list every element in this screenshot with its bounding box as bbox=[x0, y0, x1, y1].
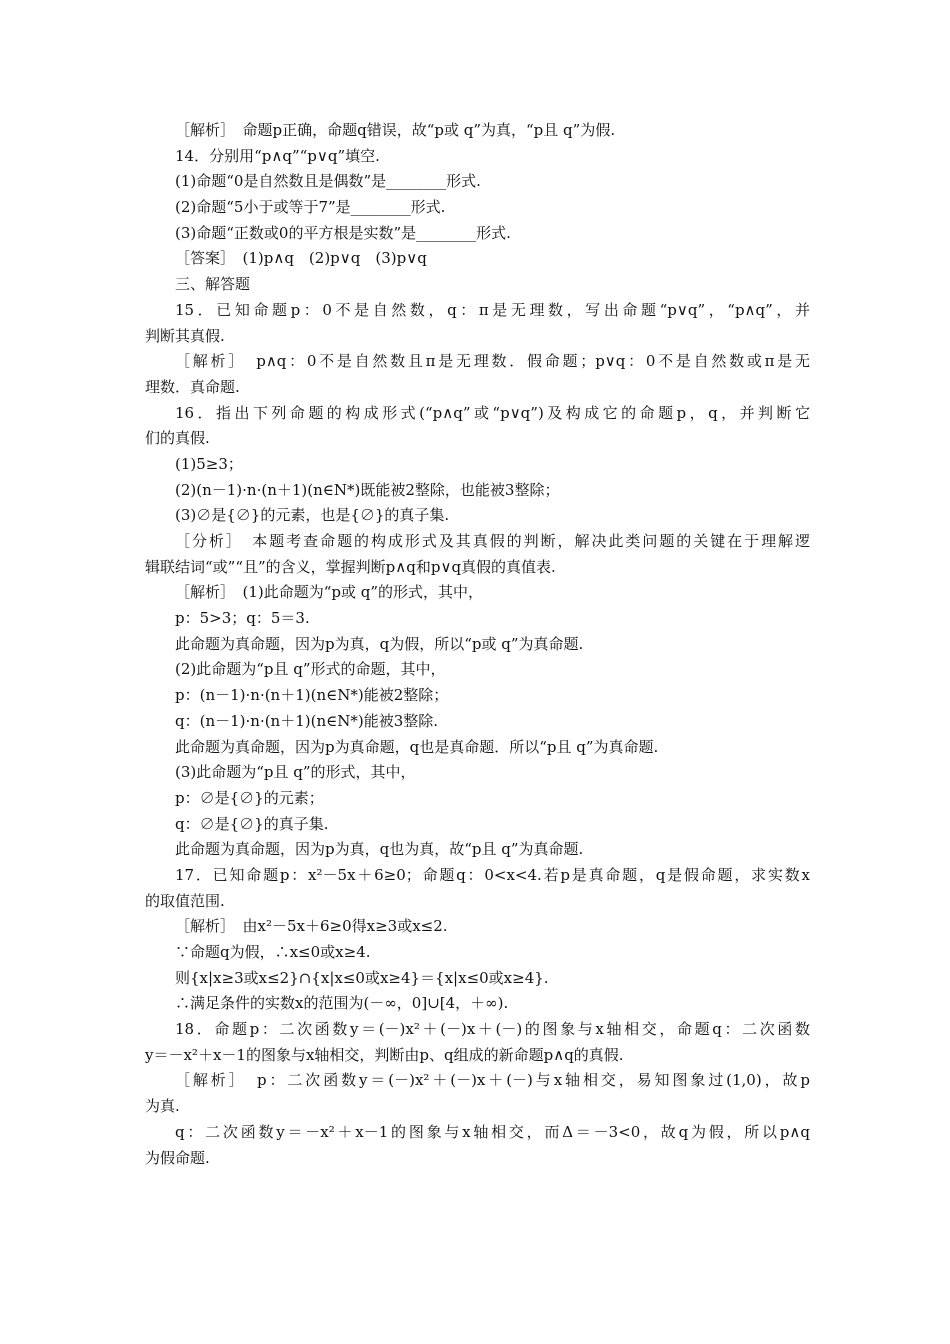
text-line: ［解析］ p∧q：0不是自然数且π是无理数．假命题；p∨q：0不是自然数或π是无 bbox=[175, 352, 810, 371]
text-line: p：(n－1)·n·(n＋1)(n∈N*)能被2整除； bbox=[175, 686, 449, 705]
text-line: 的取值范围. bbox=[145, 891, 225, 910]
question-15-heading: 15．已知命题p：0不是自然数，q：π是无理数，写出命题“p∨q”，“p∧q”，并 bbox=[175, 300, 810, 319]
text-line: 则{x|x≥3或x≤2}∩{x|x≤0或x≥4}＝{x|x≤0或x≥4}. bbox=[175, 968, 549, 987]
text-line: p：5>3；q：5＝3. bbox=[175, 609, 310, 628]
text-line: 辑联结词“或”“且”的含义，掌握判断p∧q和p∨q真假的真值表. bbox=[145, 557, 556, 576]
text-line: 们的真假. bbox=[145, 429, 210, 448]
text-line: 此命题为真命题，因为p为真，q为假，所以“p或 q”为真命题. bbox=[175, 634, 584, 653]
text-line: 理数．真命题. bbox=[145, 377, 240, 396]
question-18-heading: 18．命题p：二次函数y＝(－)x²＋(－)x＋(－)的图象与x轴相交，命题q：二次函数 bbox=[175, 1020, 810, 1039]
text-line: 为真. bbox=[145, 1097, 180, 1116]
question-17-heading: 17．已知命题p：x²－5x＋6≥0；命题q：0<x<4.若p是真命题，q是假命题，求实数x bbox=[175, 865, 810, 884]
text-line: y＝－x²＋x－1的图象与x轴相交，判断由p、q组成的新命题p∧q的真假. bbox=[145, 1045, 624, 1064]
question-14-heading: 14．分别用“p∧q”“p∨q”填空. bbox=[175, 146, 380, 165]
text-line: ∴满足条件的实数x的范围为(－∞，0]∪[4，＋∞). bbox=[175, 994, 509, 1013]
text-line: q：二次函数y＝－x²＋x－1的图象与x轴相交，而Δ＝－3<0，故q为假，所以p∧q bbox=[175, 1122, 810, 1141]
text-line: p：∅是{∅}的元素； bbox=[175, 788, 324, 807]
text-line: (2)此命题为“p且 q”形式的命题，其中， bbox=[175, 660, 446, 679]
text-line: (3)此命题为“p且 q”的形式，其中， bbox=[175, 763, 416, 782]
text-line: (2)命题“5小于或等于7”是________形式. bbox=[175, 198, 446, 217]
text-line: 此命题为真命题，因为p为真，q也为真，故“p且 q”为真命题. bbox=[175, 840, 584, 859]
text-line: 为假命题. bbox=[145, 1148, 210, 1167]
text-line: ［解析］ p：二次函数y＝(－)x²＋(－)x＋(－)与x轴相交，易知图象过(1,0)，故p bbox=[175, 1071, 810, 1090]
text-line: ［分析］ 本题考查命题的构成形式及其真假的判断，解决此类问题的关键在于理解逻 bbox=[175, 532, 810, 550]
text-line: q：∅是{∅}的真子集. bbox=[175, 814, 329, 833]
text-line: 判断其真假. bbox=[145, 326, 225, 345]
text-line: (3)∅是{∅}的元素，也是{∅}的真子集. bbox=[175, 506, 450, 525]
text-line: (1)5≥3； bbox=[175, 454, 243, 473]
text-line: (1)命题“0是自然数且是偶数”是________形式. bbox=[175, 172, 481, 191]
text-line: 此命题为真命题，因为p为真命题，q也是真命题．所以“p且 q”为真命题. bbox=[175, 737, 659, 756]
text-line: (2)(n－1)·n·(n＋1)(n∈N*)既能被2整除，也能被3整除； bbox=[175, 480, 560, 499]
text-line: ［解析］ (1)此命题为“p或 q”的形式，其中， bbox=[175, 583, 484, 602]
text-line: q：(n－1)·n·(n＋1)(n∈N*)能被3整除. bbox=[175, 711, 439, 730]
text-line: ∵命题q为假，∴x≤0或x≥4. bbox=[175, 943, 371, 961]
document-page bbox=[145, 118, 810, 1171]
section-heading: 三、解答题 bbox=[175, 275, 251, 294]
text-line: ［解析］ 命题p正确，命题q错误，故“p或 q”为真，“p且 q”为假. bbox=[175, 121, 616, 139]
text-line: ［解析］ 由x²－5x＋6≥0得x≥3或x≤2. bbox=[175, 917, 448, 936]
text-line: (3)命题“正数或0的平方根是实数”是________形式. bbox=[175, 223, 511, 242]
question-16-heading: 16．指出下列命题的构成形式(“p∧q”或“p∨q”)及构成它的命题p，q，并判断它 bbox=[175, 403, 810, 422]
answer-line: ［答案］ (1)p∧q (2)p∨q (3)p∨q bbox=[175, 249, 427, 268]
